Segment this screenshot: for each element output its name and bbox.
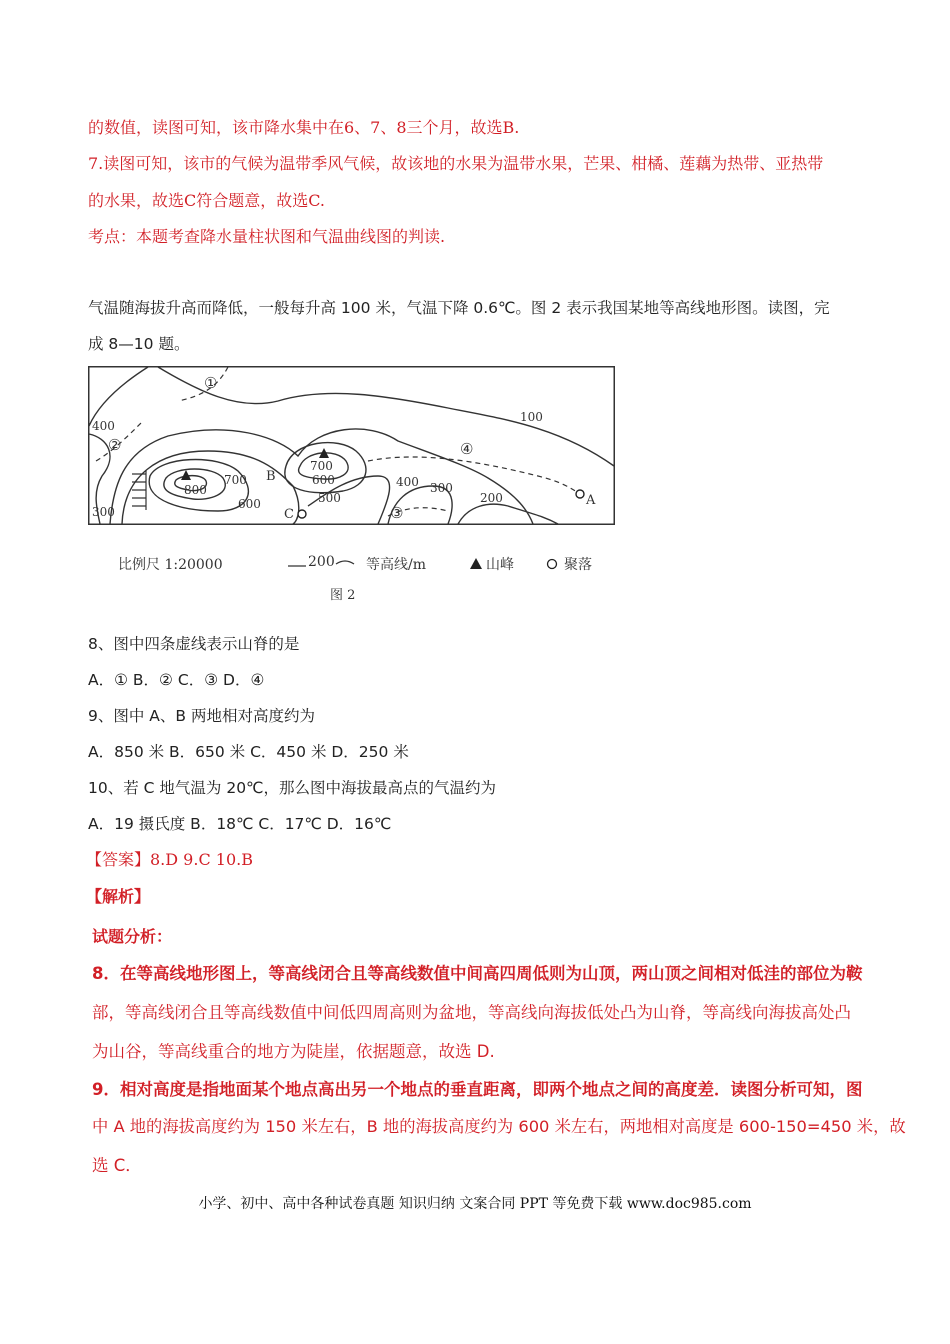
label-600a: 600 [238, 497, 261, 511]
question-10: 10、若 C 地气温为 20℃，那么图中海拔最高点的气温约为 [88, 779, 496, 797]
question-8: 8、图中四条虚线表示山脊的是 [88, 635, 300, 653]
settlement-icon-a [576, 490, 584, 498]
label-800: 800 [184, 483, 207, 497]
intro-line-2: 成 8—10 题。 [88, 335, 190, 353]
label-500: 500 [318, 491, 341, 505]
question-9-options: A．850 米 B．650 米 C．450 米 D．250 米 [88, 743, 409, 761]
legend-contour-label: 等高线/m [366, 557, 426, 573]
ridge-label-4: ④ [460, 440, 474, 458]
answer-line: 【答案】8.D 9.C 10.B [86, 850, 253, 869]
label-100: 100 [520, 410, 543, 424]
question-9: 9、图中 A、B 两地相对高度约为 [88, 707, 315, 725]
label-400b: 400 [396, 475, 419, 489]
figure-caption: 图 2 [330, 588, 356, 603]
contour-200 [458, 504, 558, 524]
prev-explanation-line-3: 的水果，故选C符合题意，故选C. [88, 191, 326, 210]
label-700b: 700 [310, 459, 333, 473]
label-b: B [266, 469, 276, 484]
legend-peak-label: 山峰 [486, 557, 514, 573]
contour-map [88, 366, 616, 526]
map-legend [88, 548, 628, 608]
prev-explanation-line-1: 的数值，读图可知，该市降水集中在6、7、8三个月，故选B. [88, 118, 520, 137]
label-300: 300 [92, 505, 115, 519]
explanation-9-line-2: 中 A 地的海拔高度约为 150 米左右，B 地的海拔高度约为 600 米左右，两地相对高度是 600-150=450 米，故 [92, 1117, 906, 1136]
legend-settlement-label: 聚落 [564, 557, 592, 573]
explanation-9-line-3: 选 C． [92, 1156, 142, 1175]
label-600b: 600 [312, 473, 335, 487]
explanation-8-line-2: 部，等高线闭合且等高线数值中间低四周高则为盆地，等高线向海拔低处凸为山脊，等高线向海拔高处凸 [92, 1003, 851, 1022]
ridge-label-1: ① [204, 374, 218, 392]
label-c: C [284, 507, 294, 522]
explanation-9-line-1: 9．相对高度是指地面某个地点高出另一个地点的垂直距离，即两个地点之间的高度差．读图分析可知，图 [92, 1080, 863, 1099]
page-footer: 小学、初中、高中各种试卷真题 知识归纳 文案合同 PPT 等免费下载 www.doc985.com [198, 1196, 752, 1212]
contour-top-left [89, 367, 148, 426]
prev-explanation-kaodian: 考点：本题考查降水量柱状图和气温曲线图的判读. [88, 227, 446, 246]
cliff-hatching [132, 470, 146, 510]
label-200: 200 [480, 491, 503, 505]
analysis-heading: 【解析】 [86, 887, 151, 906]
explanation-8-line-1: 8．在等高线地形图上，等高线闭合且等高线数值中间高四周低则为山顶，两山顶之间相对低洼的部位为鞍 [92, 964, 863, 983]
label-a: A [586, 493, 596, 508]
question-10-options: A．19 摄氏度 B．18℃ C．17℃ D．16℃ [88, 815, 392, 833]
label-700a: 700 [224, 473, 247, 487]
explanation-8-line-3: 为山谷，等高线重合的地方为陡崖，依据题意，故选 D. [92, 1042, 495, 1061]
map-frame [89, 367, 615, 525]
ridge-label-3: ③ [390, 504, 404, 522]
legend-contour-value: 200 [308, 554, 335, 570]
analysis-subheading: 试题分析： [92, 927, 173, 946]
legend-settlement-icon [546, 558, 558, 570]
contour-100 [158, 367, 614, 466]
ridge-line-1 [178, 367, 228, 401]
legend-scale: 比例尺 1:20000 [118, 557, 223, 573]
ridge-label-2: ② [108, 436, 122, 454]
label-300b: 300 [430, 481, 453, 495]
contour-500-left [122, 451, 299, 524]
question-8-options: A．① B．② C．③ D．④ [88, 671, 265, 689]
legend-peak-icon [470, 558, 482, 570]
settlement-icon-c [298, 510, 306, 518]
prev-explanation-line-2: 7.读图可知，该市的气候为温带季风气候，故该地的水果为温带水果，芒果、柑橘、莲藕为热带、亚热带 [88, 154, 824, 173]
intro-line-1: 气温随海拔升高而降低，一般每升高 100 米，气温下降 0.6℃。图 2 表示我国某地等高线地形图。读图，完 [88, 299, 830, 317]
label-400: 400 [92, 419, 115, 433]
